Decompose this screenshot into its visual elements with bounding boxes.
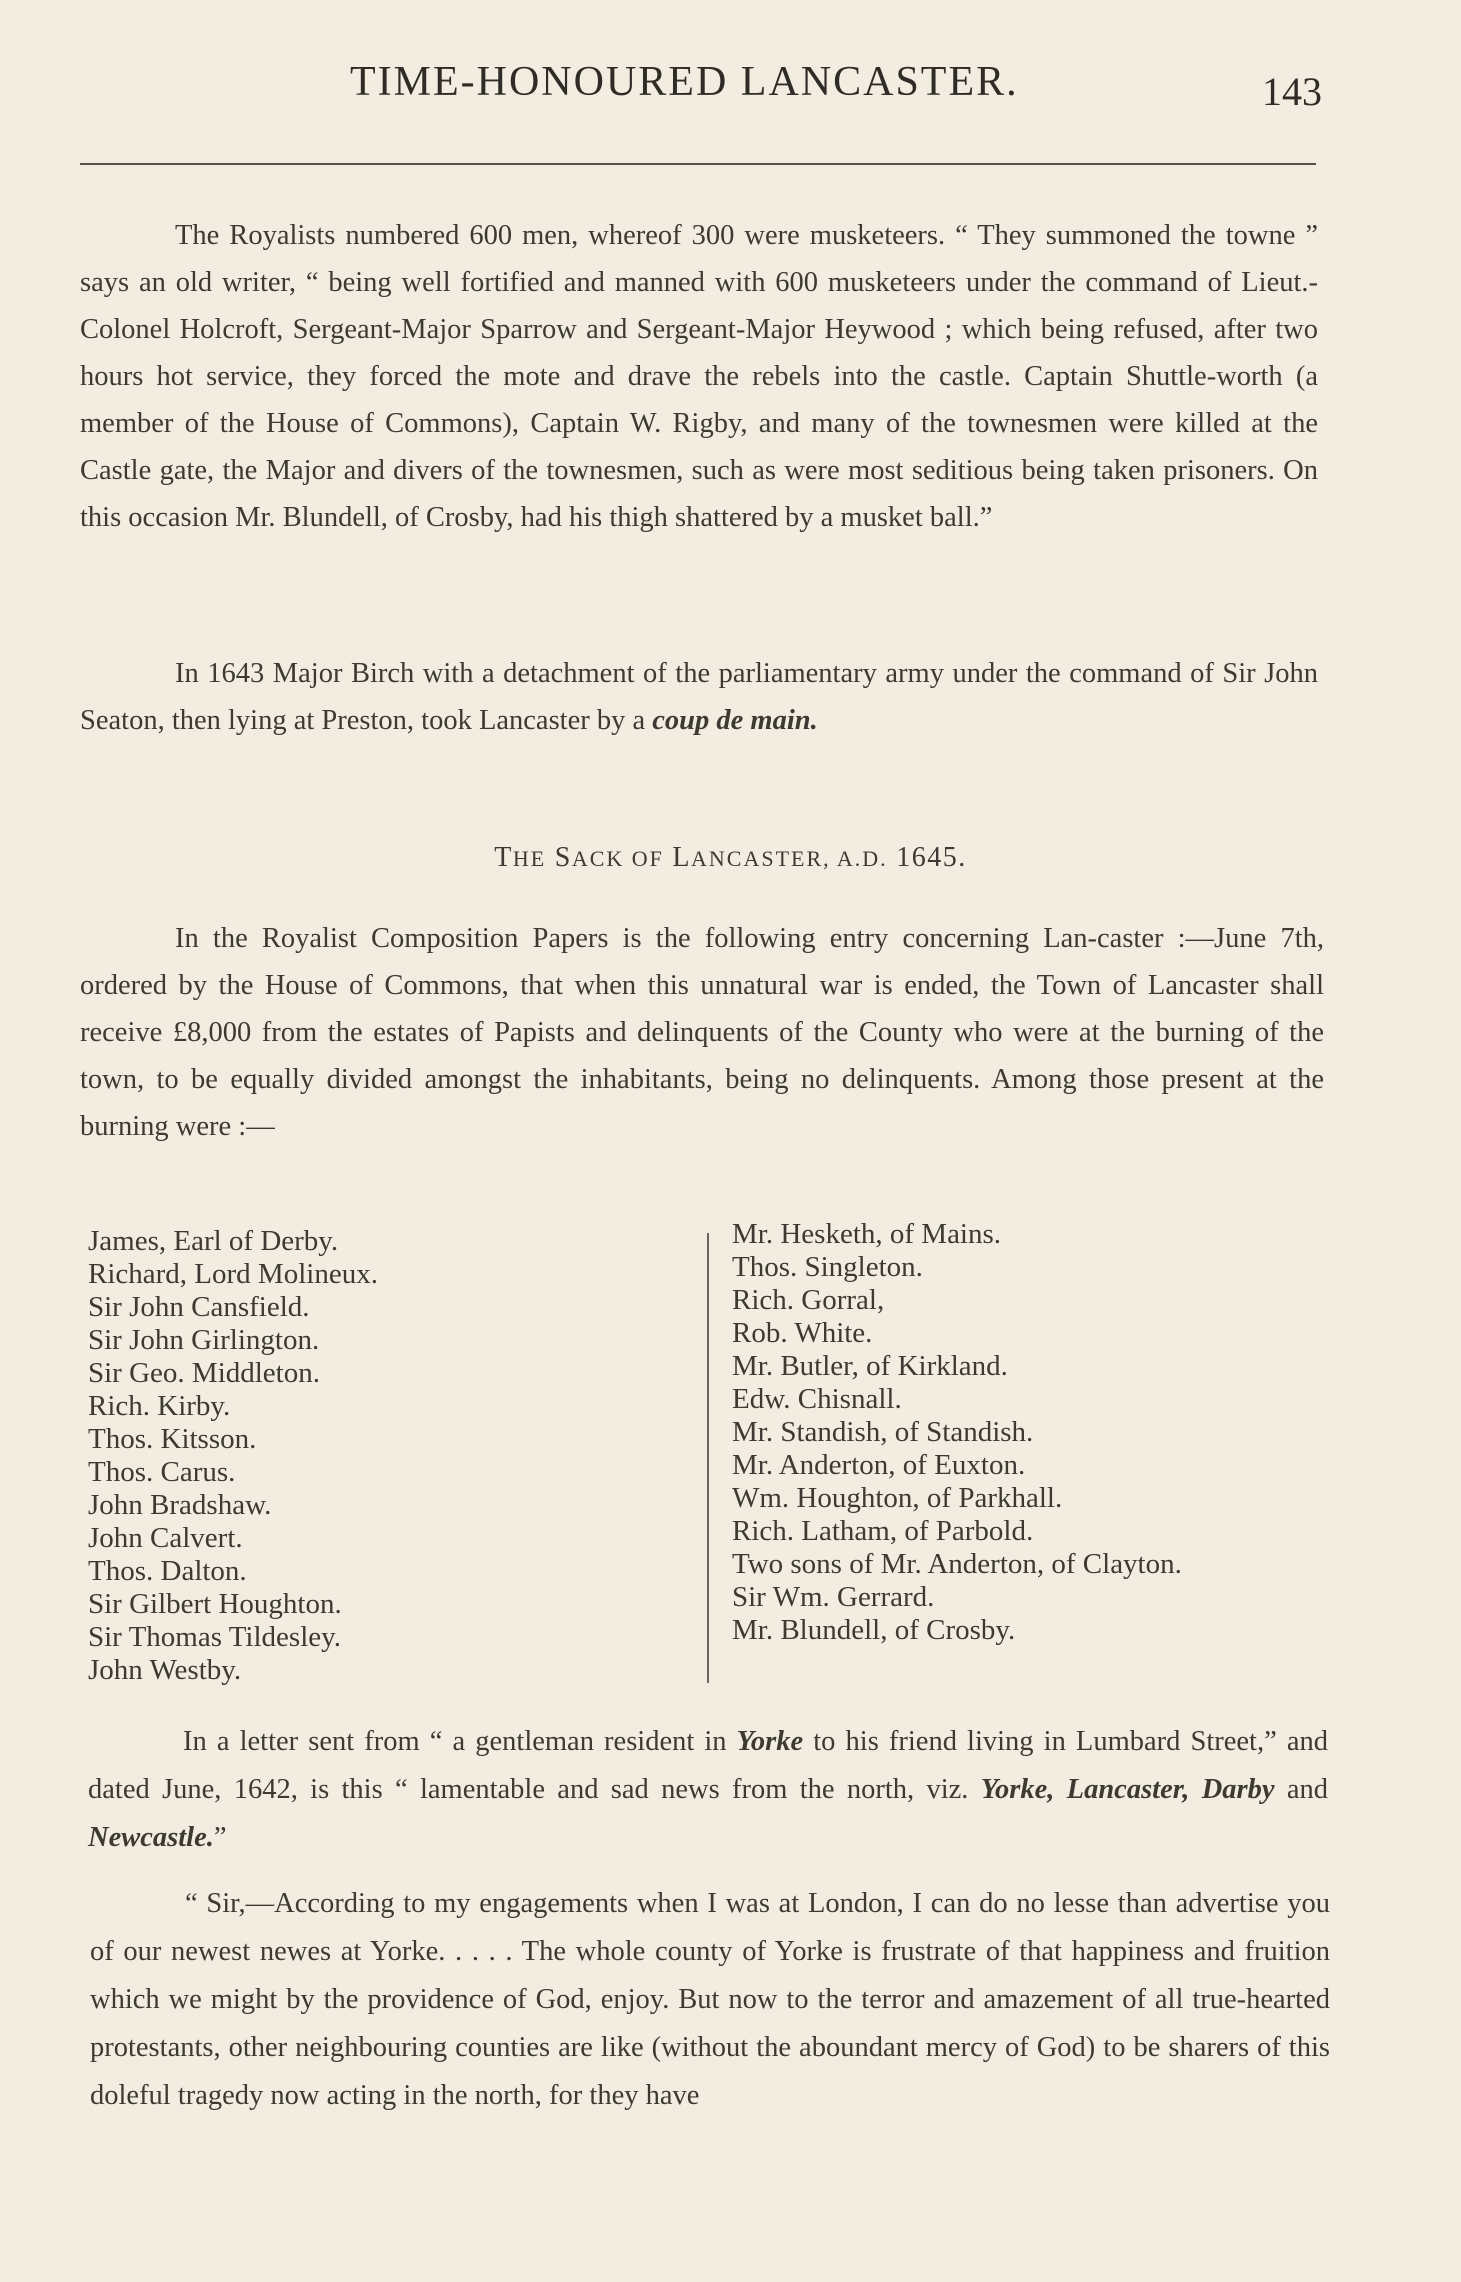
paragraph-composition-text: In the Royalist Composition Papers is the following entry concerning Lan-caster :—June 7th, ordered by the House of Commons, that when this unnatural war is ended, the Town of Lancaster shall receive £8,000 from the estates of Papists and delinquents of the County who were at the burning of the town, to be equally divided amongst the inhabitants, being no delinquents. Among those present at the burning were :— <box>80 923 1324 1142</box>
list-item: Mr. Blundell, of Crosby. <box>732 1614 1016 1646</box>
list-item: John Calvert. <box>88 1522 243 1554</box>
section-heading <box>0 842 1461 874</box>
list-item: Rich. Latham, of Parbold. <box>732 1515 1034 1547</box>
paragraph-composition-papers <box>80 915 1324 1150</box>
list-item: Edw. Chisnall. <box>732 1383 902 1415</box>
letter-newcastle: Newcastle. <box>88 1822 214 1853</box>
heading-sack-rest: ACK OF <box>571 846 664 871</box>
heading-year: 1645. <box>896 842 967 873</box>
heading-the-initial: T <box>494 842 513 873</box>
list-item: Rob. White. <box>732 1317 873 1349</box>
list-item: John Westby. <box>88 1654 242 1686</box>
list-item: Thos. Carus. <box>88 1456 236 1488</box>
paragraph-sir-letter-text: “ Sir,—According to my engagements when I was at London, I can do no lesse than advertise you of our newest newes at Yorke. . . . . The whole county of Yorke is frustrate of that happiness and fruition which we might by the providence of God, enjoy. But now to the terror and amazement of all true-hearted protestants, other neighbouring counties are like (without the aboundant mercy of God) to be sharers of this doleful tragedy now acting in the north, for they have <box>90 1888 1330 2111</box>
list-item: Mr. Hesketh, of Mains. <box>732 1218 1002 1250</box>
heading-sack-initial: S <box>554 842 572 873</box>
running-title: TIME-HONOURED LANCASTER. <box>350 59 1019 105</box>
paragraph-birch-text: In 1643 Major Birch with a detachment of the parliamentary army under the command of Sir John Seaton, then lying at Preston, took Lancaster by a <box>80 658 1318 736</box>
letter-and: and <box>1286 1774 1329 1805</box>
list-item: Mr. Standish, of Standish. <box>732 1416 1034 1448</box>
list-item: Sir Thomas Tildesley. <box>88 1621 341 1653</box>
column-divider <box>707 1233 709 1683</box>
header-rule <box>80 163 1316 165</box>
list-item: Wm. Houghton, of Parkhall. <box>732 1482 1063 1514</box>
letter-text-b: to his friend living in Lumbard Street,” and dated June, 1642, is this “ lamentable and sad news from the north, viz. <box>88 1726 1328 1805</box>
list-item: Mr. Butler, of Kirkland. <box>732 1350 1008 1382</box>
heading-lancaster-initial: L <box>672 842 691 873</box>
list-item: Rich. Kirby. <box>88 1390 231 1422</box>
letter-places: Yorke, Lancaster, Darby <box>980 1774 1275 1805</box>
names-list-left <box>88 1225 378 1687</box>
page-header <box>0 58 1461 114</box>
list-item: Thos. Singleton. <box>732 1251 923 1283</box>
list-item: John Bradshaw. <box>88 1489 272 1521</box>
list-item: Two sons of Mr. Anderton, of Clayton. <box>732 1548 1182 1580</box>
list-item: Sir Wm. Gerrard. <box>732 1581 935 1613</box>
list-item: Mr. Anderton, of Euxton. <box>732 1449 1026 1481</box>
paragraph-sir-letter <box>90 1880 1330 2120</box>
paragraph-royalists <box>80 212 1318 541</box>
page-number: 143 <box>1262 69 1322 114</box>
list-item: Sir Gilbert Houghton. <box>88 1588 342 1620</box>
heading-the-rest: HE <box>512 846 547 871</box>
names-list-right <box>732 1218 1182 1647</box>
paragraph-royalists-text: The Royalists numbered 600 men, whereof 300 were musketeers. “ They summoned the towne ” says an old writer, “ being well fortified and manned with 600 musketeers under the command of Lieut.-Colonel Holcroft, Sergeant-Major Sparrow and Sergeant-Major Heywood ; which being refused, after two hours hot service, they forced the mote and drave the rebels into the castle. Captain Shuttle-worth (a member of the House of Commons), Captain W. Rigby, and many of the townesmen were killed at the Castle gate, the Major and divers of the townesmen, such as were most seditious being taken prisoners. On this occasion Mr. Blundell, of Crosby, had his thigh shattered by a musket ball.” <box>80 220 1318 533</box>
heading-lancaster-rest: ANCASTER, A.D. <box>691 846 888 871</box>
list-item: Thos. Kitsson. <box>88 1423 257 1455</box>
letter-text-a: In a letter sent from “ a gentleman resident in <box>183 1726 727 1757</box>
list-item: Thos. Dalton. <box>88 1555 247 1587</box>
list-item: Sir Geo. Middleton. <box>88 1357 320 1389</box>
list-item: Sir John Girlington. <box>88 1324 320 1356</box>
list-item: James, Earl of Derby. <box>88 1225 339 1257</box>
list-item: Sir John Cansfield. <box>88 1291 310 1323</box>
letter-close-quote: ” <box>213 1822 227 1853</box>
paragraph-letter <box>88 1718 1328 1862</box>
coup-de-main: coup de main. <box>652 705 818 736</box>
list-item: Rich. Gorral, <box>732 1284 885 1316</box>
letter-yorke: Yorke <box>736 1726 804 1757</box>
paragraph-birch <box>80 650 1318 744</box>
list-item: Richard, Lord Molineux. <box>88 1258 378 1290</box>
